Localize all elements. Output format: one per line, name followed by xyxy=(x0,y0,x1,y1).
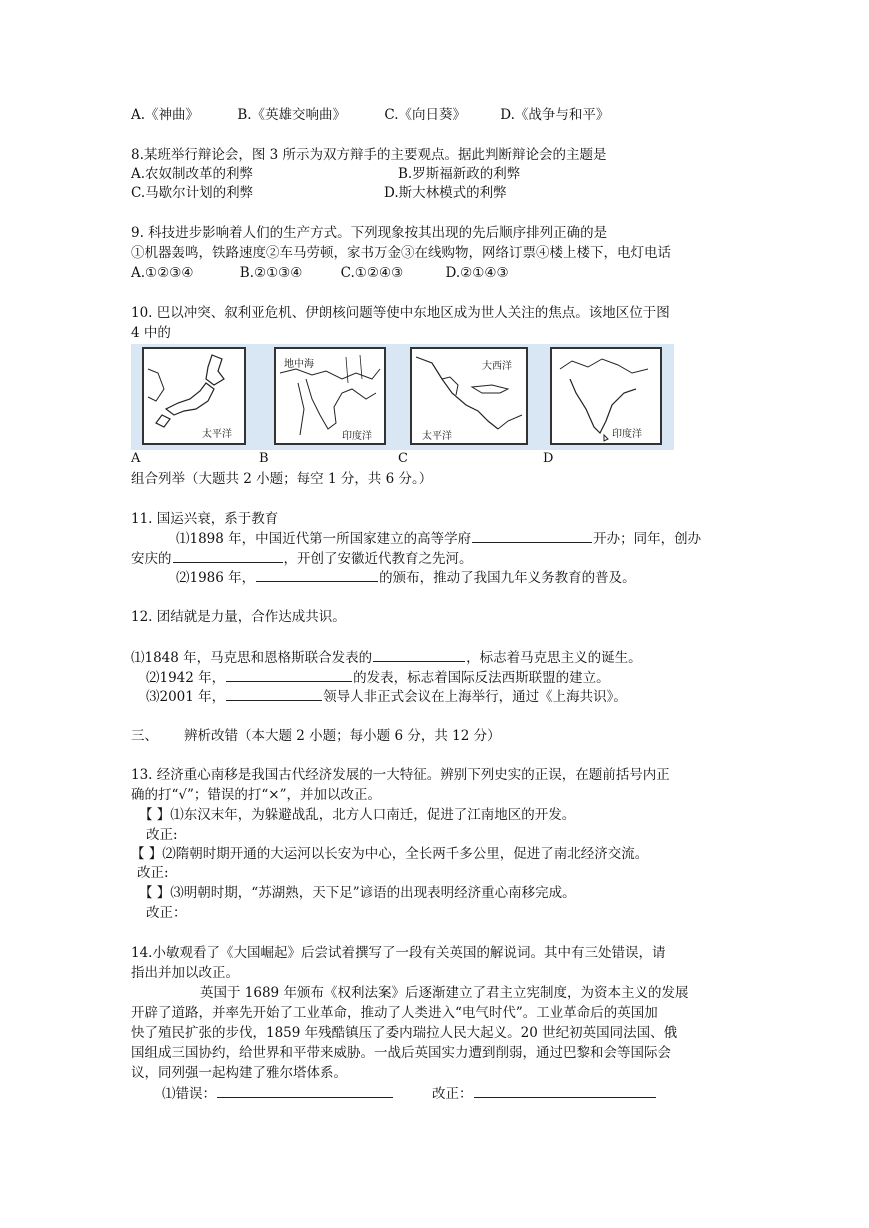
q12-title: 12. 团结就是力量，合作达成共识。 xyxy=(131,609,346,625)
q12-p1-text-a: ⑴1848 年，马克思和恩格斯联合发表的 xyxy=(131,650,373,666)
q11-blank-3[interactable] xyxy=(256,568,378,582)
q11-blank-1[interactable] xyxy=(472,529,592,543)
q11-title: 11. 国运兴衰，系于教育 xyxy=(131,511,279,527)
q12-p2-text-a: ⑵1942 年， xyxy=(146,670,226,686)
q13-correction-1: 改正: xyxy=(146,827,178,843)
map-a xyxy=(142,347,246,445)
q14-para-line2: 开辟了道路，并率先开始了工业革命，推动了人类进入“电气时代”。工业革命后的英国加 xyxy=(131,1005,658,1021)
q12-part3 xyxy=(146,687,627,706)
q8-option-b: B.罗斯福新政的利弊 xyxy=(398,166,521,182)
q13-correction-3: 改正： xyxy=(146,905,187,921)
map-b-sea-label: 地中海 xyxy=(284,359,314,370)
q11-p2-text-b: 的颁布，推动了我国九年义务教育的普及。 xyxy=(379,570,636,586)
q14-error-blank[interactable] xyxy=(217,1084,393,1098)
q11-p1-text-a: ⑴1898 年，中国近代第一所国家建立的高等学府 xyxy=(176,531,472,547)
section3-number: 三、 xyxy=(131,728,158,744)
q14-answer-row xyxy=(162,1084,657,1103)
q11-part1-line1 xyxy=(176,529,701,548)
map-d-ocean-label: 印度洋 xyxy=(612,429,642,440)
q14-stem-line1: 14.小敏观看了《大国崛起》后尝试着撰写了一段有关英国的解说词。其中有三处错误，请 xyxy=(131,945,666,961)
q12-p3-text-b: 领导人非正式会议在上海举行，通过《上海共识》。 xyxy=(323,689,627,705)
q12-blank-3[interactable] xyxy=(226,687,322,701)
q12-p3-text-a: ⑶2001 年， xyxy=(146,689,226,705)
q13-item-3[interactable]: 【 】⑶明朝时期，“苏湖熟，天下足”谚语的出现表明经济重心南移完成。 xyxy=(139,885,576,901)
q14-fix-blank[interactable] xyxy=(474,1084,656,1098)
q11-part2 xyxy=(176,568,636,587)
q9-options xyxy=(131,264,509,282)
q11-p1-text-d: ，开创了安徽近代教育之先河。 xyxy=(283,551,473,567)
map-c-pacific-label: 太平洋 xyxy=(422,431,452,442)
q12-p1-text-b: ，标志着马克思主义的诞生。 xyxy=(466,650,642,666)
section3-heading xyxy=(131,727,501,745)
q14-fix-label: 改正： xyxy=(432,1086,473,1102)
q8-option-a: A.农奴制改革的利弊 xyxy=(131,166,254,182)
q11-part1-line2 xyxy=(131,549,473,568)
q12-part2 xyxy=(146,668,610,687)
q12-blank-2[interactable] xyxy=(226,668,352,682)
q12-p2-text-b: 的发表，标志着国际反法西斯联盟的建立。 xyxy=(353,670,610,686)
map-letter-a: A xyxy=(131,451,141,466)
map-d-drawing xyxy=(552,349,660,443)
q9-items: ①机器轰鸣，铁路速度②车马劳顿，家书万金③在线购物，网络订票④楼上楼下，电灯电话 xyxy=(131,245,671,261)
map-b-ocean-label: 印度洋 xyxy=(342,431,372,442)
map-a-ocean-label: 太平洋 xyxy=(202,429,232,440)
q11-p1-text-b: 开办；同年，创办 xyxy=(593,531,702,547)
q13-stem-line1: 13. 经济重心南移是我国古代经济发展的一大特征。辨别下列史实的正误，在题前括号内正 xyxy=(131,767,670,783)
q11-p1-text-c: 安庆的 xyxy=(131,551,172,567)
q10-stem-line1: 10. 巴以冲突、叙利亚危机、伊朗核问题等使中东地区成为世人关注的焦点。该地区位于图 xyxy=(131,305,670,321)
map-d xyxy=(550,347,662,445)
q13-item-2[interactable]: 【 】⑵隋朝时期开通的大运河以长安为中心，全长两千多公里，促进了南北经济交流。 xyxy=(131,846,649,862)
q12-part1 xyxy=(131,648,642,667)
q9-option-c: C.①②④③ xyxy=(340,265,404,281)
q13-correction-2: 改正: xyxy=(137,865,169,881)
q7-option-b: B.《英雄交响曲》 xyxy=(237,107,347,123)
q13-stem-line2: 确的打“√”；错误的打“×”，并加以改正。 xyxy=(131,787,382,803)
q8-option-c: C.马歇尔计划的利弊 xyxy=(131,185,254,201)
q14-para-line4: 国组成三国协约，给世界和平带来威胁。一战后英国实力遭到削弱，通过巴黎和会等国际会 xyxy=(131,1045,671,1061)
q8-option-d: D.斯大林模式的利弊 xyxy=(384,185,507,201)
q13-item-1[interactable]: 【 】⑴东汉末年，为躲避战乱，北方人口南迁，促进了江南地区的开发。 xyxy=(139,807,576,823)
map-figure xyxy=(131,344,674,450)
map-c xyxy=(410,347,528,445)
map-b xyxy=(274,347,386,445)
q7-option-d: D.《战争与和平》 xyxy=(500,107,610,123)
q12-blank-1[interactable] xyxy=(373,648,465,662)
q11-blank-2[interactable] xyxy=(173,549,283,563)
q7-options xyxy=(131,106,609,124)
q9-stem: 9. 科技进步影响着人们的生产方式。下列现象按其出现的先后顺序排列正确的是 xyxy=(131,225,608,241)
section3-title: 辨析改错（本大题 2 小题；每小题 6 分，共 12 分） xyxy=(184,728,501,744)
q10-stem-line2: 4 中的 xyxy=(131,325,171,341)
q9-option-b: B.②①③④ xyxy=(239,265,303,281)
q9-option-d: D.②①④③ xyxy=(445,265,509,281)
q14-error-label: ⑴错误： xyxy=(162,1086,216,1102)
q14-para-line1: 英国于 1689 年颁布《权利法案》后逐渐建立了君主立宪制度，为资本主义的发展 xyxy=(200,985,689,1001)
q14-para-line3: 快了殖民扩张的步伐，1859 年残酷镇压了委内瑞拉人民大起义。20 世纪初英国同法国、俄 xyxy=(131,1025,678,1041)
q8-stem: 8.某班举行辩论会，图 3 所示为双方辩手的主要观点。据此判断辩论会的主题是 xyxy=(131,147,607,163)
q7-option-c: C.《向日葵》 xyxy=(384,107,466,123)
map-c-atlantic-label: 大西洋 xyxy=(482,361,512,372)
q7-option-a: A.《神曲》 xyxy=(131,107,200,123)
q14-stem-line2: 指出并加以改正。 xyxy=(131,965,239,981)
q9-option-a: A.①②③④ xyxy=(131,265,194,281)
map-letter-b: B xyxy=(259,451,269,466)
q11-p2-text-a: ⑵1986 年， xyxy=(176,570,256,586)
q14-para-line5: 议，同列强一起构建了雅尔塔体系。 xyxy=(131,1065,347,1081)
map-letter-d: D xyxy=(543,451,554,466)
map-letter-c: C xyxy=(398,451,408,466)
section2-heading: 组合列举（大题共 2 小题；每空 1 分，共 6 分。） xyxy=(131,471,433,487)
